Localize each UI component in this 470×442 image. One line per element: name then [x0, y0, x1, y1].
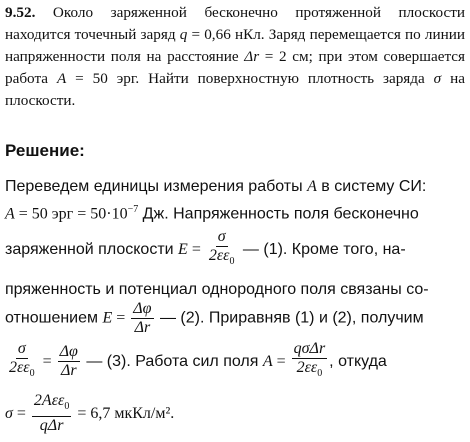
- var-a: A: [5, 205, 15, 223]
- sol-text: в систему СИ:: [316, 178, 427, 195]
- sol-text: Дж. Напряженность поля бесконечно: [138, 205, 419, 223]
- frac-den: Δr: [60, 362, 77, 380]
- sol-text: — (2). Приравняв (1) и (2), получим: [155, 309, 424, 327]
- solution-line-7: [5, 392, 174, 435]
- equals: =: [12, 404, 30, 422]
- sol-text: = 50 эрг = 50·10: [14, 205, 128, 223]
- var-sigma: σ: [433, 70, 442, 87]
- frac-num: Δφ: [133, 300, 152, 317]
- subscript: 0: [64, 401, 70, 413]
- subscript: 0: [229, 256, 235, 268]
- sol-text: — (1). Кроме того, на-: [238, 240, 406, 258]
- problem-text-3: = 2 см; при этом совершается работа: [5, 48, 465, 87]
- problem-text-2: = 0,66 нКл. Заряд перемещается по линии напряженности поля на расстояние: [5, 26, 465, 65]
- equals: =: [272, 352, 290, 370]
- fraction-dphi-dr-2: [58, 343, 80, 380]
- var-a: A: [56, 70, 67, 87]
- fraction-sigma-2ee0: [7, 340, 37, 383]
- frac-num: qσΔr: [293, 340, 326, 357]
- solution-line-5: [5, 300, 424, 337]
- frac-den: 2εε: [9, 359, 30, 376]
- frac-den: 2εε: [208, 247, 230, 264]
- var-sigma: σ: [5, 404, 13, 422]
- var-q: q: [179, 26, 188, 43]
- problem-text-5: на плоскости.: [5, 70, 465, 109]
- frac-num: 2Aεε: [33, 392, 65, 409]
- exponent: −7: [127, 204, 139, 215]
- frac-num: σ: [17, 340, 26, 357]
- fraction-work: [292, 340, 328, 383]
- var-e: E: [102, 309, 113, 327]
- solution-heading: Решение:: [5, 141, 85, 160]
- problem-statement: [5, 2, 465, 112]
- fraction-e-plane: [207, 228, 237, 271]
- var-a: A: [262, 352, 273, 370]
- problem-text-4: = 50 эрг. Найти поверхностную плотность заряда: [66, 70, 434, 87]
- sol-text: = 6,7 мкКл/м².: [73, 404, 175, 422]
- var-e: E: [178, 240, 188, 258]
- solution-line-6: [5, 340, 387, 383]
- solution-line-3: [5, 228, 406, 271]
- sol-text: Переведем единицы измерения работы: [5, 178, 308, 195]
- solution-line-1: [5, 178, 426, 196]
- problem-number: 9.52.: [5, 4, 36, 21]
- sol-text: — (3). Работа сил поля: [81, 352, 263, 370]
- frac-num: σ: [217, 228, 226, 245]
- equals: =: [187, 240, 205, 258]
- frac-den: Δr: [134, 319, 151, 336]
- sol-text: отношением: [5, 309, 103, 327]
- var-dr: Δr: [244, 48, 260, 65]
- frac-den: qΔr: [39, 417, 64, 435]
- frac-num: Δφ: [59, 343, 78, 361]
- equals: =: [38, 352, 56, 370]
- solution-line-4: [5, 281, 429, 299]
- sol-text: , откуда: [329, 352, 387, 370]
- sol-text: пряженность и потенциал однородного поля связаны со-: [5, 281, 429, 298]
- fraction-dphi-dr: [131, 300, 153, 337]
- fraction-sigma-result: [32, 392, 71, 435]
- frac-den: 2εε: [296, 359, 318, 376]
- subscript: 0: [29, 368, 35, 380]
- problem-text-1: Около заряженной бесконечно протяженной плоскости находится точечный заряд: [5, 4, 465, 43]
- sol-text: заряженной плоскости: [5, 240, 179, 258]
- solution-line-2: [5, 204, 419, 223]
- subscript: 0: [317, 368, 323, 380]
- var-a: A: [307, 178, 317, 195]
- equals: =: [112, 309, 130, 327]
